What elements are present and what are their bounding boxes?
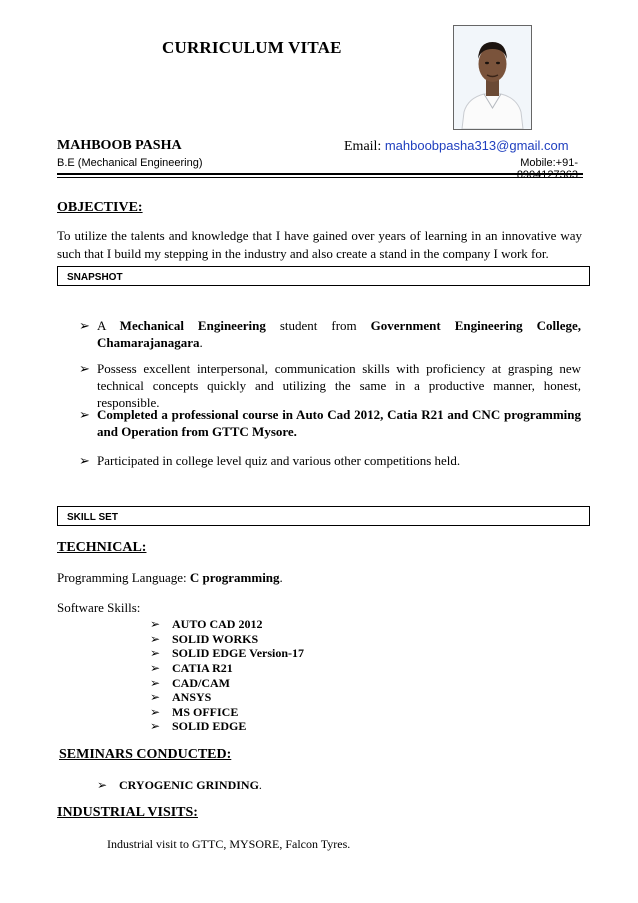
bullet-text: Participated in college level quiz and various other competitions held. <box>97 453 461 468</box>
arrow-bullet-icon: ➢ <box>79 318 90 333</box>
snapshot-heading: SNAPSHOT <box>67 272 123 283</box>
degree-text: B.E (Mechanical Engineering) <box>57 157 203 169</box>
arrow-bullet-icon: ➢ <box>150 632 161 646</box>
email-label: Email: <box>344 139 382 154</box>
arrow-bullet-icon: ➢ <box>97 778 108 792</box>
person-photo-icon <box>454 26 531 129</box>
college-name: Government Engineering College, Chamarajanagara <box>97 318 581 350</box>
arrow-bullet-icon: ➢ <box>150 646 161 660</box>
arrow-bullet-icon: ➢ <box>150 676 161 690</box>
programming-value: C programming <box>189 570 280 585</box>
arrow-bullet-icon: ➢ <box>79 361 90 376</box>
arrow-bullet-icon: ➢ <box>150 719 161 733</box>
snapshot-bullet-1: ➢ A Mechanical Engineering student from Government Engineering College, Chamarajanagara. <box>79 318 581 350</box>
arrow-bullet-icon: ➢ <box>150 705 161 719</box>
software-skill-item: ➢ SOLID EDGE <box>150 719 247 733</box>
skillset-heading-box <box>57 506 590 526</box>
software-skill-item: ➢ MS OFFICE <box>150 705 239 719</box>
snapshot-bullet-2 <box>79 360 581 411</box>
snapshot-bullet-3 <box>79 406 581 440</box>
mobile-number: Mobile:+91-8904127363 <box>516 157 578 181</box>
programming-label: Programming Language: <box>57 570 190 585</box>
arrow-bullet-icon: ➢ <box>150 690 161 704</box>
industrial-visits-text: Industrial visit to GTTC, MYSORE, Falcon Tyres. <box>107 837 351 851</box>
objective-text: To utilize the talents and knowledge that I have gained over years of learning in an innovative way such that I build my stepping in the industry and also create a stand in the company I work for. <box>57 228 582 261</box>
arrow-bullet-icon: ➢ <box>79 453 90 468</box>
arrow-bullet-icon: ➢ <box>150 661 161 675</box>
objective-heading: OBJECTIVE: <box>57 200 143 215</box>
industrial-visits-heading: INDUSTRIAL VISITS: <box>57 805 198 820</box>
seminar-item: ➢ CRYOGENIC GRINDING. <box>97 778 262 792</box>
software-skill-item: ➢ SOLID WORKS <box>150 632 259 646</box>
software-skill-item: ➢ SOLID EDGE Version-17 <box>150 646 305 660</box>
programming-language-line: Programming Language: C programming. <box>57 570 283 585</box>
email-line <box>344 138 569 155</box>
header-divider-thin <box>57 177 583 178</box>
bullet-text: Possess excellent interpersonal, communication skills with proficiency at grasping new technical concepts quickly and utilizing the same in a productive manner, honest, responsible. <box>97 361 581 410</box>
arrow-bullet-icon: ➢ <box>79 407 90 422</box>
software-skill-item: ➢ CATIA R21 <box>150 661 233 675</box>
arrow-bullet-icon: ➢ <box>150 617 161 631</box>
snapshot-heading-box <box>57 266 590 286</box>
header-divider-thick <box>57 173 583 175</box>
software-skill-item: ➢ ANSYS <box>150 690 212 704</box>
skillset-heading: SKILL SET <box>67 512 118 523</box>
seminars-heading: SEMINARS CONDUCTED: <box>59 747 232 762</box>
snapshot-bullet-4 <box>79 452 581 469</box>
profile-photo <box>453 25 532 130</box>
technical-heading: TECHNICAL: <box>57 540 147 555</box>
software-skills-label: Software Skills: <box>57 600 141 615</box>
software-skill-item: ➢ CAD/CAM <box>150 676 230 690</box>
bullet-text: Completed a professional course in Auto Cad 2012, Catia R21 and CNC programming and Operation from GTTC Mysore. <box>97 407 581 439</box>
field-of-study: Mechanical Engineering <box>119 318 266 333</box>
software-skill-item: ➢ AUTO CAD 2012 <box>150 617 263 631</box>
candidate-name: MAHBOOB PASHA <box>57 138 182 153</box>
email-link[interactable]: mahboobpasha313@gmail.com <box>384 138 569 153</box>
document-title: CURRICULUM VITAE <box>162 38 342 57</box>
